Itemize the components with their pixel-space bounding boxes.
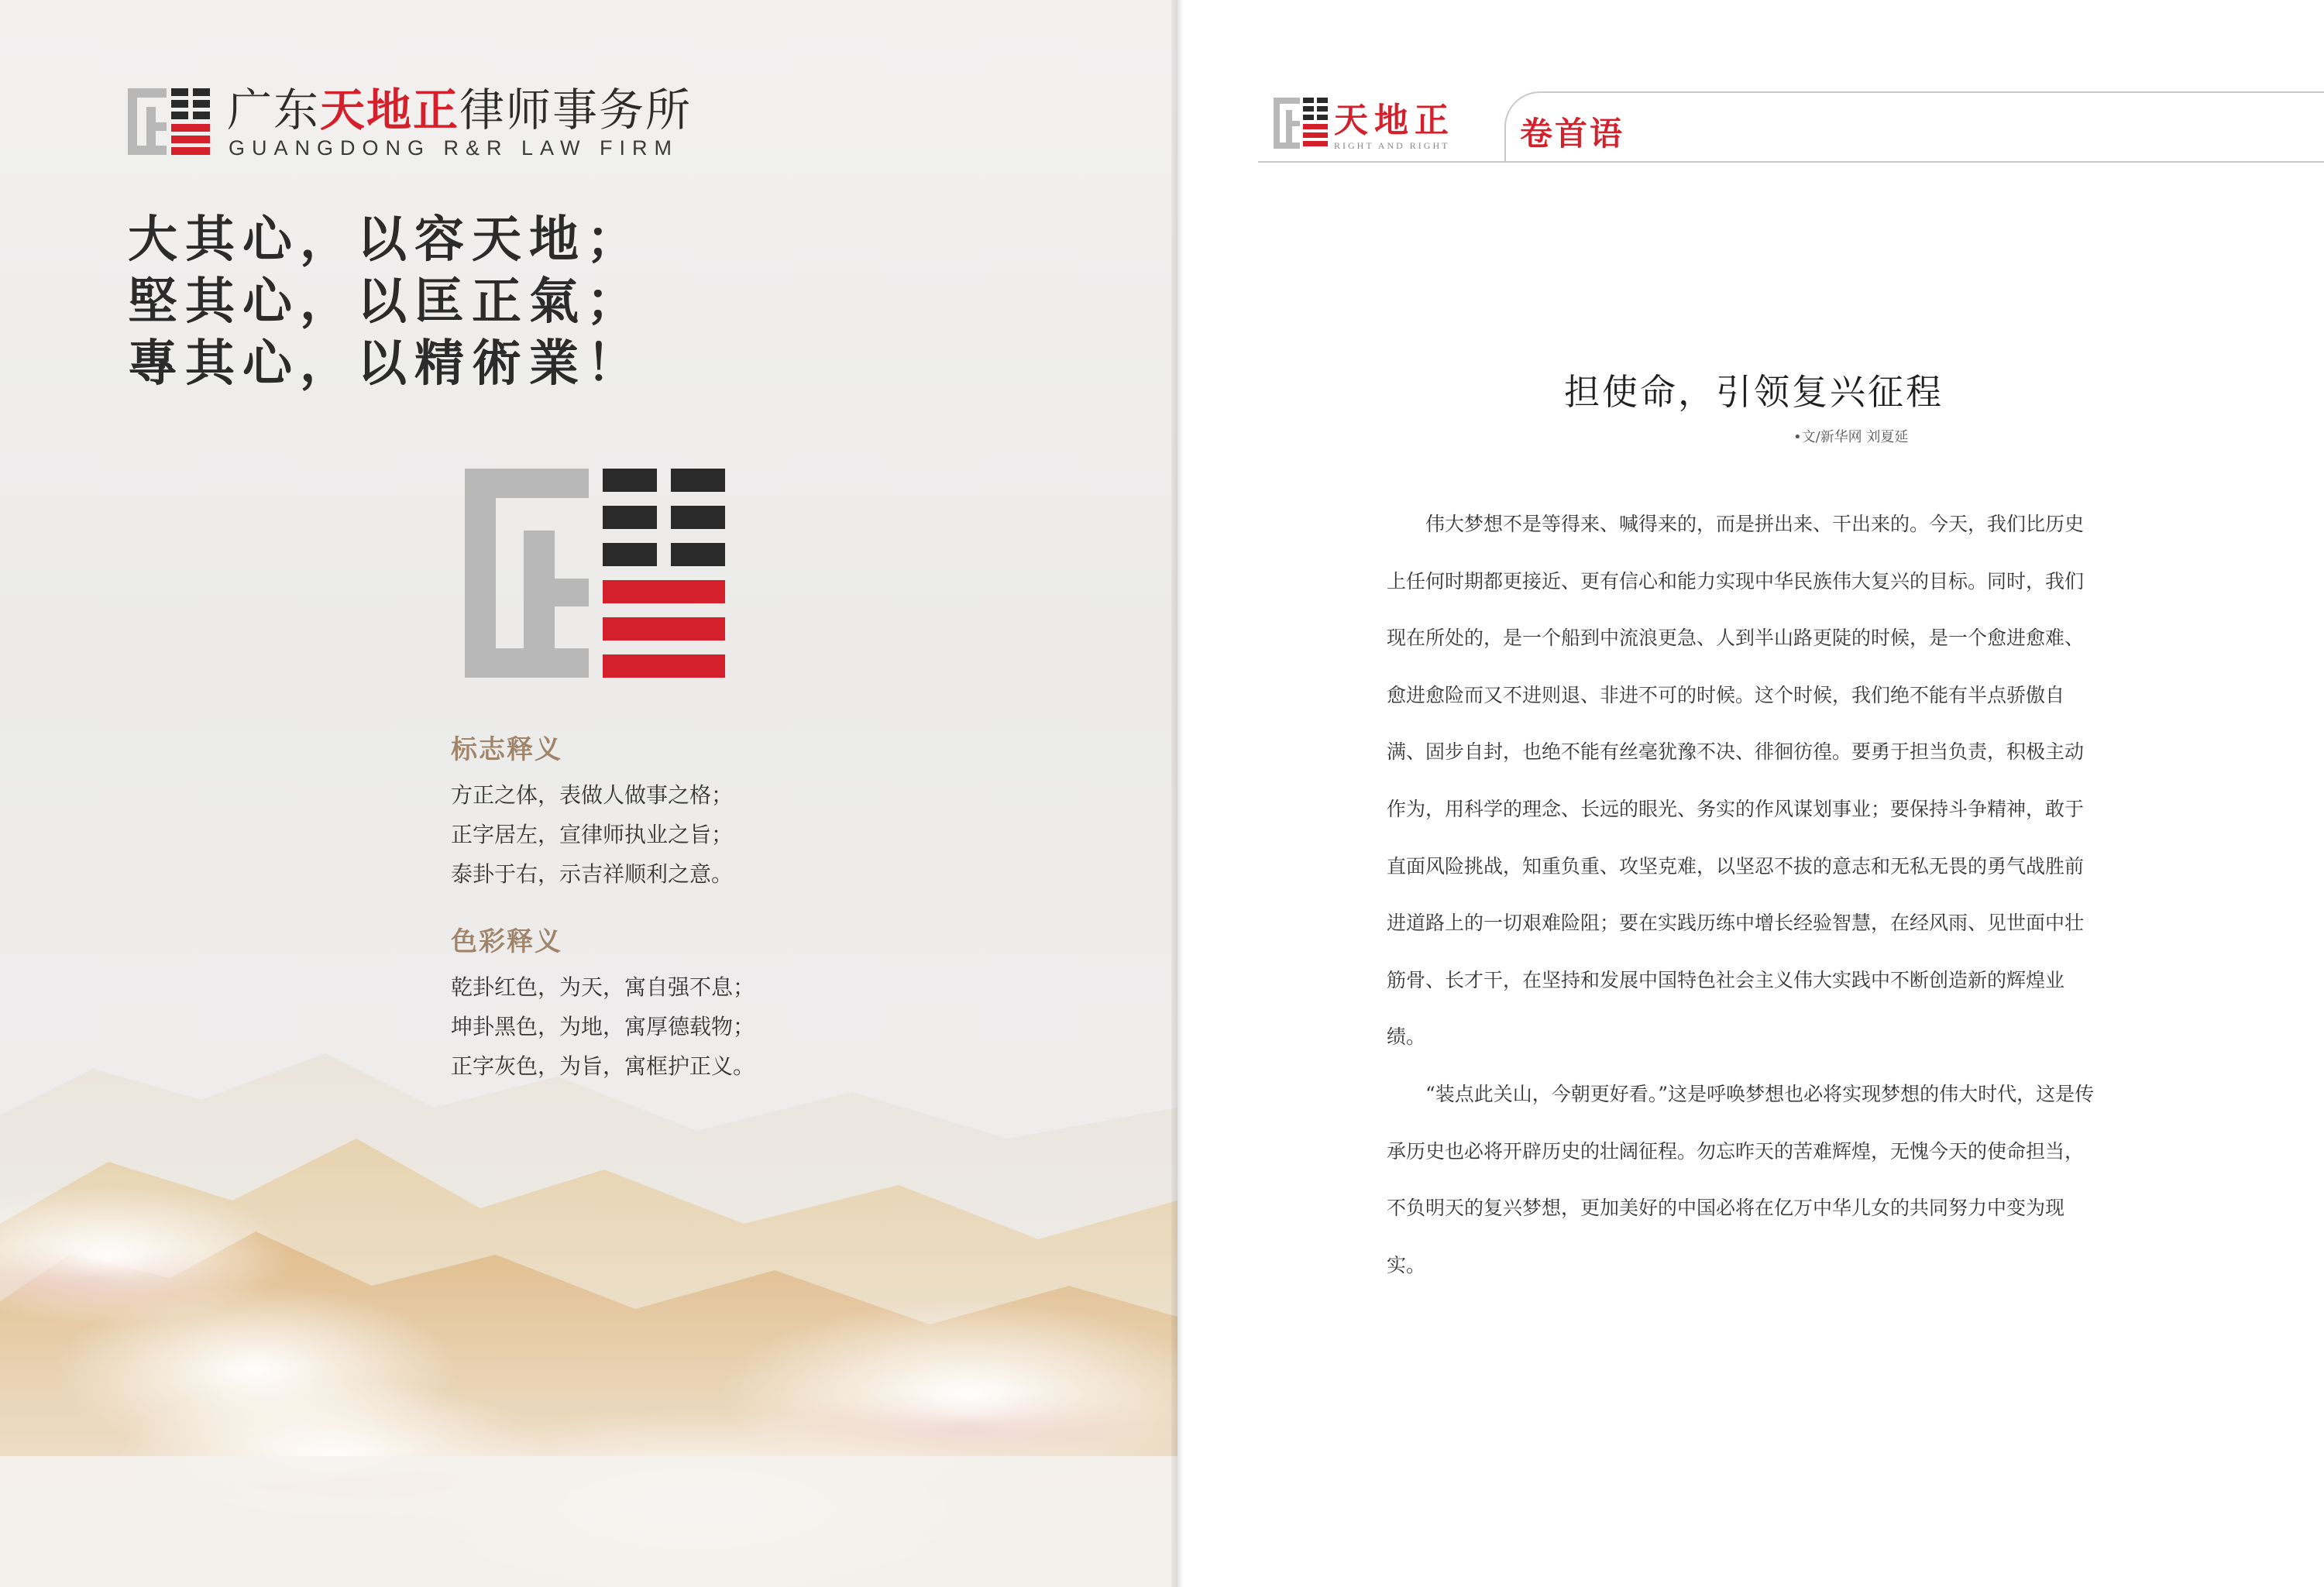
right-page (1184, 0, 2324, 1587)
header-rule (1258, 161, 2324, 163)
firm-name-red: 天地正 (320, 84, 460, 136)
section-title: 卷首语 (1520, 115, 1625, 153)
color-meaning-heading: 色彩释义 (451, 926, 562, 957)
kun-trigram-icon (603, 469, 725, 566)
firm-name-suffix: 律师事务所 (459, 84, 693, 136)
firm-name-english: GUANGDONG R&R LAW FIRM (229, 136, 679, 160)
firm-name-prefix: 广东 (227, 84, 321, 136)
logo-meaning-line: 泰卦于右，示吉祥顺利之意。 (451, 861, 734, 887)
firm-logo-icon (128, 88, 213, 155)
large-logo-icon (465, 469, 736, 678)
qian-trigram-icon (603, 580, 725, 678)
header-logo-icon (1274, 98, 1490, 152)
logo-meaning-line: 方正之体，表做人做事之格； (451, 782, 734, 808)
header-logo-text: 天地正 (1334, 101, 1455, 140)
brand-header (128, 85, 748, 163)
firm-name (227, 85, 692, 135)
motto-line: 專其心，以精術業！ (128, 335, 644, 393)
header-logo-subtext: RIGHT AND RIGHT (1334, 140, 1450, 151)
zheng-character-icon (465, 469, 589, 678)
article-body (1387, 496, 2099, 1293)
color-meaning-line: 坤卦黑色，为地，寓厚德载物； (451, 1014, 755, 1039)
header-tab-frame (1504, 91, 2324, 161)
article-paragraph: “装点此关山，今朝更好看。”这是呼唤梦想也必将实现梦想的伟大时代，这是传承历史也必将开辟历史的壮阔征程。勿忘昨天的苦难辉煌，无愧今天的使命担当，不负明天的复兴梦想，更加美好的中国必将在亿万中华儿女的共同努力中变为现实。 (1387, 1082, 2095, 1276)
book-spine-shadow (1171, 0, 1184, 1587)
color-meaning-line: 乾卦红色，为天，寓自强不息； (451, 974, 755, 1000)
article-title: 担使命，引领复兴征程 (1564, 371, 1944, 413)
color-meaning-line: 正字灰色，为旨，寓框护正义。 (451, 1053, 755, 1079)
motto (128, 209, 644, 395)
logo-meaning-line: 正字居左，宣律师执业之旨； (451, 822, 734, 847)
motto-line: 大其心，以容天地； (128, 211, 644, 269)
motto-line: 堅其心，以匡正氣； (128, 273, 644, 331)
article-paragraph: 伟大梦想不是等得来、喊得来的，而是拼出来、干出来的。今天，我们比历史上任何时期都更接近、更有信心和能力实现中华民族伟大复兴的目标。同时，我们现在所处的，是一个船到中流浪更急、人到半山路更陡的时候，是一个愈进愈难、愈进愈险而又不进则退、非进不可的时候。这个时候，我们绝不能有半点骄傲自满、固步自封，也绝不能有丝毫犹豫不决、徘徊彷徨。要勇于担当负责，积极主动作为，用科学的理念、长远的眼光、务实的作风谋划事业；要保持斗争精神，敢于直面风险挑战，知重负重、攻坚克难，以坚忍不拔的意志和无私无畏的勇气战胜前进道路上的一切艰难险阻；要在实践历练中增长经验智慧，在经风雨、见世面中壮筋骨、长才干，在坚持和发展中国特色社会主义伟大实践中不断创造新的辉煌业绩。 (1387, 513, 2085, 1049)
article-byline: •文/新华网 刘夏延 (1793, 429, 1909, 445)
mountain-cloud-illustration (0, 1022, 1177, 1587)
logo-meaning-heading: 标志释义 (451, 734, 562, 765)
